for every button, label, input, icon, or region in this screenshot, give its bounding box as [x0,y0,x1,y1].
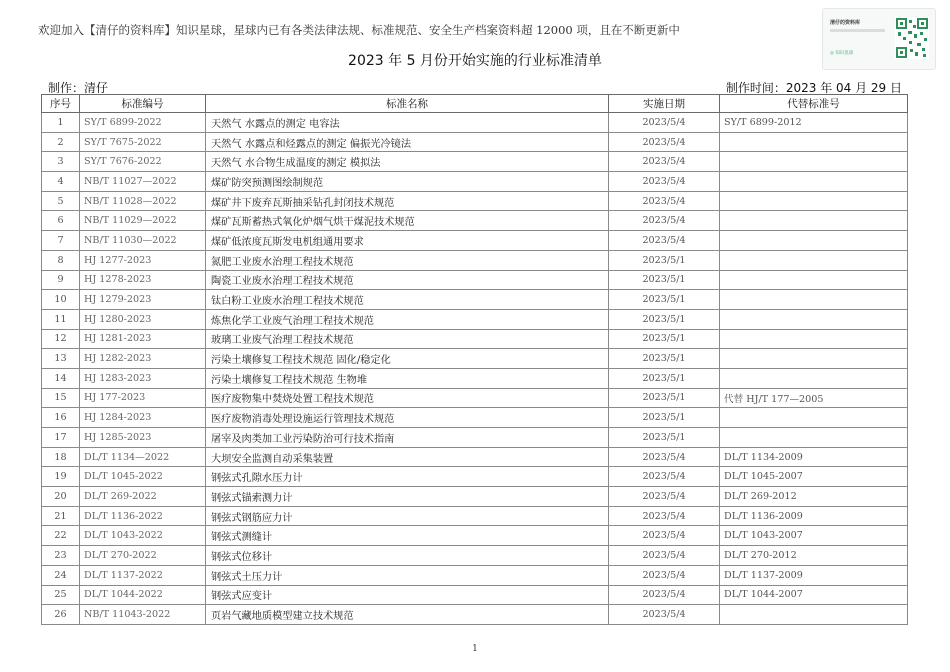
cell-index: 2 [42,132,80,152]
cell-effective-date: 2023/5/4 [609,467,720,487]
cell-standard-name: 煤矿瓦斯蓄热式氧化炉烟气烘干煤泥技术规范 [206,211,609,231]
table-row [42,408,908,428]
cell-replaced-standard: 代替 HJ/T 177—2005 [720,388,908,408]
cell-replaced-standard [720,309,908,329]
cell-standard-name: 钢弦式孔隙水压力计 [206,467,609,487]
cell-replaced-standard [720,408,908,428]
cell-standard-code: SY/T 7675-2022 [80,132,206,152]
cell-effective-date: 2023/5/4 [609,526,720,546]
cell-standard-code: HJ 1283-2023 [80,368,206,388]
cell-standard-code: DL/T 1137-2022 [80,565,206,585]
cell-standard-name: 煤矿低浓度瓦斯发电机组通用要求 [206,231,609,251]
table-row [42,172,908,192]
cell-standard-name: 煤矿井下废弃瓦斯抽采钻孔封闭技术规范 [206,191,609,211]
cell-standard-code: HJ 1284-2023 [80,408,206,428]
cell-standard-name: 煤矿防突预测图绘制规范 [206,172,609,192]
cell-standard-name: 天然气 水合物生成温度的测定 模拟法 [206,152,609,172]
cell-replaced-standard: DL/T 1137-2009 [720,565,908,585]
standards-table [41,94,908,625]
cell-effective-date: 2023/5/1 [609,368,720,388]
cell-standard-name: 钢弦式钢筋应力计 [206,506,609,526]
cell-index: 9 [42,270,80,290]
cell-effective-date: 2023/5/4 [609,546,720,566]
cell-index: 14 [42,368,80,388]
table-row [42,152,908,172]
cell-effective-date: 2023/5/4 [609,231,720,251]
cell-effective-date: 2023/5/4 [609,487,720,507]
cell-standard-name: 钢弦式应变计 [206,585,609,605]
cell-standard-name: 医疗废物消毒处理设施运行管理技术规范 [206,408,609,428]
cell-replaced-standard [720,349,908,369]
table-row [42,231,908,251]
cell-index: 22 [42,526,80,546]
cell-standard-code: NB/T 11030—2022 [80,231,206,251]
table-row [42,546,908,566]
cell-index: 8 [42,250,80,270]
cell-standard-code: SY/T 7676-2022 [80,152,206,172]
cell-effective-date: 2023/5/4 [609,172,720,192]
cell-effective-date: 2023/5/4 [609,506,720,526]
table-body [42,113,908,625]
cell-standard-name: 天然气 水露点的测定 电容法 [206,113,609,133]
page-title: 2023 年 5 月份开始实施的行业标准清单 [348,53,602,69]
cell-effective-date: 2023/5/1 [609,349,720,369]
table-row [42,132,908,152]
cell-effective-date: 2023/5/4 [609,565,720,585]
table-row [42,191,908,211]
cell-index: 23 [42,546,80,566]
cell-index: 7 [42,231,80,251]
cell-index: 11 [42,309,80,329]
table-row [42,388,908,408]
cell-standard-name: 医疗废物集中焚烧处置工程技术规范 [206,388,609,408]
cell-standard-code: NB/T 11027—2022 [80,172,206,192]
table-row [42,487,908,507]
cell-standard-name: 污染土壤修复工程技术规范 生物堆 [206,368,609,388]
cell-replaced-standard [720,132,908,152]
table-header-row [42,95,908,113]
cell-standard-name: 屠宰及肉类加工业污染防治可行技术指南 [206,428,609,448]
table-row [42,250,908,270]
cell-standard-code: DL/T 1134—2022 [80,447,206,467]
table-row [42,506,908,526]
cell-replaced-standard: DL/T 1134-2009 [720,447,908,467]
table-row [42,467,908,487]
cell-replaced-standard: DL/T 1043-2007 [720,526,908,546]
table-row [42,447,908,467]
table-row [42,585,908,605]
header-code: 标准编号 [80,95,206,113]
table-row [42,270,908,290]
cell-standard-name: 页岩气藏地质模型建立技术规范 [206,605,609,625]
cell-replaced-standard [720,428,908,448]
cell-standard-name: 陶瓷工业废水治理工程技术规范 [206,270,609,290]
cell-standard-code: NB/T 11029—2022 [80,211,206,231]
qr-card-title: 清仔的资料库 [830,20,861,26]
header-name: 标准名称 [206,95,609,113]
cell-standard-name: 天然气 水露点和烃露点的测定 偏振光冷镜法 [206,132,609,152]
cell-standard-code: HJ 177-2023 [80,388,206,408]
cell-effective-date: 2023/5/4 [609,211,720,231]
make-time-label: 制作时间：2023 年 04 月 29 日 [725,81,902,95]
cell-index: 4 [42,172,80,192]
header-note: 欢迎加入【清仔的资料库】知识星球，星球内已有各类法律法规、标准规范、安全生产档案资料超 12000 项，且在不断更新中 [38,23,680,37]
cell-standard-code: DL/T 1043-2022 [80,526,206,546]
cell-standard-name: 污染土壤修复工程技术规范 固化/稳定化 [206,349,609,369]
cell-replaced-standard [720,368,908,388]
page-number: 1 [472,644,478,654]
cell-standard-code: DL/T 1136-2022 [80,506,206,526]
table-row [42,290,908,310]
qr-card-label: ◎ 知识星球 [830,51,854,56]
table-row [42,368,908,388]
header-index: 序号 [42,95,80,113]
cell-standard-code: DL/T 269-2022 [80,487,206,507]
cell-standard-code: HJ 1285-2023 [80,428,206,448]
cell-index: 6 [42,211,80,231]
cell-effective-date: 2023/5/1 [609,408,720,428]
cell-replaced-standard: SY/T 6899-2012 [720,113,908,133]
table-row [42,428,908,448]
cell-replaced-standard [720,250,908,270]
cell-replaced-standard [720,329,908,349]
cell-effective-date: 2023/5/4 [609,113,720,133]
cell-effective-date: 2023/5/4 [609,605,720,625]
cell-standard-code: HJ 1282-2023 [80,349,206,369]
cell-standard-name: 大坝安全监测自动采集装置 [206,447,609,467]
cell-replaced-standard: DL/T 1044-2007 [720,585,908,605]
cell-index: 15 [42,388,80,408]
table-row [42,565,908,585]
cell-effective-date: 2023/5/4 [609,447,720,467]
cell-index: 20 [42,487,80,507]
cell-standard-code: SY/T 6899-2022 [80,113,206,133]
cell-effective-date: 2023/5/4 [609,585,720,605]
cell-replaced-standard [720,211,908,231]
qr-card-subtitle-bar [830,29,885,32]
cell-standard-name: 钢弦式土压力计 [206,565,609,585]
cell-replaced-standard [720,605,908,625]
cell-effective-date: 2023/5/1 [609,388,720,408]
cell-standard-name: 钢弦式测缝计 [206,526,609,546]
cell-replaced-standard [720,191,908,211]
cell-index: 5 [42,191,80,211]
cell-standard-code: DL/T 1044-2022 [80,585,206,605]
maker-label: 制作：清仔 [48,81,109,95]
cell-standard-name: 钢弦式锚索测力计 [206,487,609,507]
cell-index: 19 [42,467,80,487]
cell-replaced-standard: DL/T 269-2012 [720,487,908,507]
cell-standard-code: DL/T 1045-2022 [80,467,206,487]
cell-effective-date: 2023/5/1 [609,309,720,329]
cell-standard-name: 玻璃工业废气治理工程技术规范 [206,329,609,349]
cell-index: 21 [42,506,80,526]
cell-standard-code: HJ 1278-2023 [80,270,206,290]
cell-index: 24 [42,565,80,585]
cell-replaced-standard [720,231,908,251]
table-row [42,605,908,625]
cell-effective-date: 2023/5/4 [609,191,720,211]
cell-index: 16 [42,408,80,428]
cell-effective-date: 2023/5/1 [609,270,720,290]
cell-standard-name: 钛白粉工业废水治理工程技术规范 [206,290,609,310]
table-row [42,309,908,329]
cell-effective-date: 2023/5/4 [609,152,720,172]
table-row [42,526,908,546]
cell-index: 12 [42,329,80,349]
cell-standard-code: HJ 1279-2023 [80,290,206,310]
cell-replaced-standard [720,270,908,290]
header-replaces: 代替标准号 [720,95,908,113]
cell-standard-code: NB/T 11043-2022 [80,605,206,625]
table-row [42,211,908,231]
header-date: 实施日期 [609,95,720,113]
cell-index: 26 [42,605,80,625]
cell-standard-name: 氮肥工业废水治理工程技术规范 [206,250,609,270]
cell-effective-date: 2023/5/1 [609,428,720,448]
table-row [42,329,908,349]
cell-replaced-standard [720,172,908,192]
cell-effective-date: 2023/5/1 [609,290,720,310]
cell-effective-date: 2023/5/1 [609,250,720,270]
cell-index: 13 [42,349,80,369]
table-row [42,349,908,369]
cell-index: 1 [42,113,80,133]
cell-index: 17 [42,428,80,448]
cell-standard-code: HJ 1280-2023 [80,309,206,329]
cell-replaced-standard [720,152,908,172]
table-row [42,113,908,133]
cell-standard-code: HJ 1281-2023 [80,329,206,349]
cell-index: 10 [42,290,80,310]
cell-standard-name: 炼焦化学工业废气治理工程技术规范 [206,309,609,329]
cell-standard-code: DL/T 270-2022 [80,546,206,566]
cell-standard-code: NB/T 11028—2022 [80,191,206,211]
cell-effective-date: 2023/5/4 [609,132,720,152]
cell-replaced-standard [720,290,908,310]
cell-replaced-standard: DL/T 270-2012 [720,546,908,566]
cell-standard-name: 钢弦式位移计 [206,546,609,566]
cell-replaced-standard: DL/T 1045-2007 [720,467,908,487]
cell-index: 18 [42,447,80,467]
cell-replaced-standard: DL/T 1136-2009 [720,506,908,526]
cell-index: 25 [42,585,80,605]
cell-index: 3 [42,152,80,172]
cell-standard-code: HJ 1277-2023 [80,250,206,270]
cell-effective-date: 2023/5/1 [609,329,720,349]
